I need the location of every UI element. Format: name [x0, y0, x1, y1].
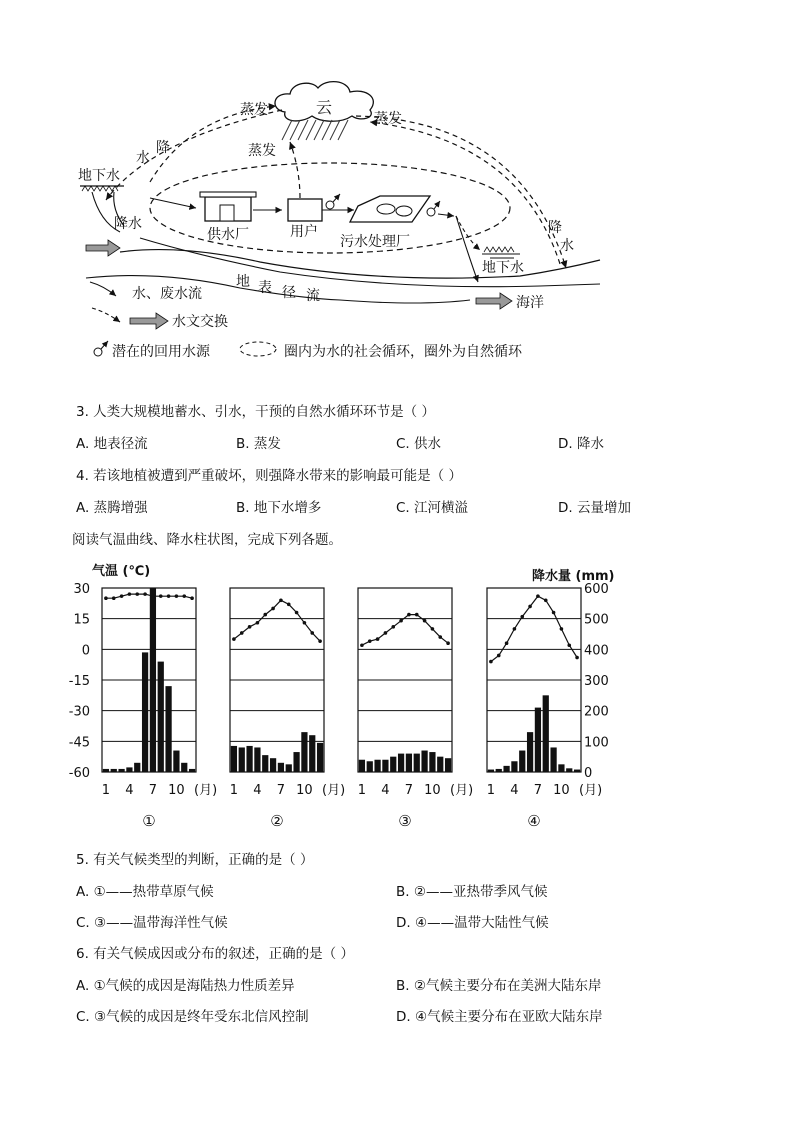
runoff-char-2: 表: [258, 280, 272, 296]
precipitation-bar: [286, 764, 292, 772]
temperature-point: [318, 639, 322, 643]
runoff-char-1: 地: [236, 274, 250, 290]
month-tick-label: 1: [229, 783, 239, 798]
sewage-plant-label: 污水处理厂: [340, 234, 410, 250]
precipitation-bar: [406, 754, 412, 772]
evap-right-label: 蒸发: [374, 111, 402, 127]
groundwater-right-label: 地下水: [482, 260, 524, 276]
precip-right-b-label: 水: [560, 238, 574, 254]
chart-intro: 阅读气温曲线、降水柱状图，完成下列各题。: [72, 532, 342, 548]
precip-tick-label: 600: [584, 582, 609, 597]
q5-option-c[interactable]: C. ③——温带海洋性气候: [76, 915, 228, 931]
q4-option-c[interactable]: C. 江河横溢: [396, 500, 469, 516]
cloud-label: 云: [316, 98, 333, 117]
water-plant-label: 供水厂: [207, 227, 249, 243]
q4-stem: 4. 若该地植被遭到严重破坏，则强降水带来的影响最可能是（ ）: [76, 468, 462, 484]
temperature-point: [513, 627, 517, 631]
chart-panel-label: ③: [398, 812, 412, 830]
user-label: 用户: [290, 224, 318, 240]
precipitation-bar: [231, 746, 237, 772]
precipitation-bar: [543, 695, 549, 772]
runoff-char-4: 流: [306, 288, 320, 304]
precip-tick-label: 0: [584, 766, 593, 781]
legend-dashed-arrow: [92, 308, 120, 322]
precip-left-label: 降水: [114, 216, 142, 232]
precipitation-bar: [142, 652, 148, 772]
rain-hatch: [282, 120, 348, 140]
temperature-point: [505, 641, 509, 645]
legend-source-label: 潜在的回用水源: [112, 344, 210, 360]
q4-option-a[interactable]: A. 蒸腾增强: [76, 500, 148, 516]
temperature-point: [256, 621, 260, 625]
precipitation-bar: [445, 758, 451, 772]
month-tick-label: 7: [276, 783, 286, 798]
q3-option-c[interactable]: C. 供水: [396, 436, 442, 452]
q6-option-b[interactable]: B. ②气候主要分布在美洲大陆东岸: [396, 978, 602, 994]
q6-stem: 6. 有关气候成因或分布的叙述，正确的是（ ）: [76, 946, 354, 962]
temperature-point: [489, 660, 493, 664]
runoff-char-3: 径: [282, 285, 296, 301]
precipitation-bar: [398, 754, 404, 772]
temperature-point: [368, 639, 372, 643]
precip-tick-label: 500: [584, 612, 609, 628]
temp-tick-label: -30: [68, 704, 90, 720]
precipitation-bar: [126, 767, 132, 772]
temperature-point: [415, 613, 419, 617]
precipitation-bar: [367, 761, 373, 772]
precipitation-bar: [317, 743, 323, 772]
temperature-point: [104, 596, 108, 600]
temperature-point: [279, 598, 283, 602]
precipitation-bar: [246, 746, 252, 772]
temp-tick-label: 0: [81, 643, 90, 659]
legend-circle-label: 圈内为水的社会循环，圈外为自然循环: [284, 344, 522, 360]
temperature-point: [182, 594, 186, 598]
precipitation-bar: [301, 732, 307, 772]
precipitation-bar: [414, 754, 420, 772]
q4-option-d[interactable]: D. 云量增加: [558, 500, 631, 516]
temperature-point: [575, 656, 579, 660]
temperature-point: [376, 637, 380, 641]
precip-axis-label: 降水量 (mm): [532, 569, 615, 584]
temperature-point: [407, 613, 411, 617]
month-tick-label: 1: [101, 783, 111, 798]
temperature-point: [567, 643, 571, 647]
precipitation-bar: [437, 757, 443, 772]
precipitation-bar: [421, 751, 427, 772]
precip-b-label: 降: [156, 140, 170, 156]
precipitation-bar: [309, 735, 315, 772]
temperature-point: [560, 627, 564, 631]
q3-stem: 3. 人类大规模地蓄水、引水，干预的自然水循环环节是（ ）: [76, 404, 435, 420]
q5-stem: 5. 有关气候类型的判断，正确的是（ ）: [76, 852, 314, 868]
precip-tick-label: 200: [584, 704, 609, 720]
temperature-point: [310, 631, 314, 635]
month-unit-label: (月): [194, 783, 218, 798]
legend-exchange-arrow: [130, 313, 168, 329]
precipitation-bar: [270, 758, 276, 772]
q6-option-d[interactable]: D. ④气候主要分布在亚欧大陆东岸: [396, 1009, 603, 1025]
temperature-point: [232, 637, 236, 641]
temperature-point: [438, 635, 442, 639]
temperature-point: [431, 627, 435, 631]
temperature-point: [143, 592, 147, 596]
q5-option-b[interactable]: B. ②——亚热带季风气候: [396, 884, 548, 900]
temperature-point: [167, 594, 171, 598]
precipitation-bar: [254, 747, 260, 772]
precipitation-bar: [527, 732, 533, 772]
q3-option-b[interactable]: B. 蒸发: [236, 436, 281, 452]
temperature-point: [528, 605, 532, 609]
chart-panel-label: ④: [527, 812, 541, 830]
month-unit-label: (月): [579, 783, 603, 798]
precipitation-bar: [158, 662, 164, 772]
temperature-point: [552, 611, 556, 615]
hydro-exchange-arrow-left: [86, 240, 120, 256]
q3-option-d[interactable]: D. 降水: [558, 436, 604, 452]
precipitation-bar: [558, 764, 564, 772]
month-tick-label: 4: [253, 783, 262, 798]
precipitation-bar: [173, 751, 179, 772]
precipitation-bar: [429, 752, 435, 772]
temp-tick-label: 15: [73, 612, 90, 628]
temperature-point: [151, 594, 155, 598]
precip-a-label: 水: [136, 150, 150, 166]
precipitation-bar: [496, 769, 502, 772]
hydro-exchange-arrow-ocean: [476, 293, 512, 309]
chart-panel-label: ②: [270, 812, 284, 830]
month-tick-label: 7: [533, 783, 543, 798]
temperature-point: [423, 619, 427, 623]
temp-tick-label: -60: [68, 766, 90, 781]
month-tick-label: 1: [357, 783, 367, 798]
precipitation-bar: [103, 769, 109, 772]
precipitation-bar: [374, 760, 380, 772]
q4-option-b[interactable]: B. 地下水增多: [236, 500, 322, 516]
precipitation-bar: [165, 686, 171, 772]
precipitation-bar: [239, 747, 245, 772]
q5-option-d[interactable]: D. ④——温带大陆性气候: [396, 915, 549, 931]
q6-option-a[interactable]: A. ①气候的成因是海陆热力性质差异: [76, 978, 295, 994]
legend-circle-icon: [240, 342, 276, 356]
precip-tick-label: 300: [584, 674, 609, 689]
precipitation-bar: [181, 763, 187, 772]
temperature-point: [287, 603, 291, 607]
temperature-point: [240, 631, 244, 635]
temperature-point: [248, 625, 252, 629]
temperature-point: [112, 596, 116, 600]
temperature-point: [544, 598, 548, 602]
month-tick-label: 7: [148, 783, 158, 798]
precipitation-bar: [574, 770, 580, 772]
temp-axis-label: 气温 (℃): [92, 564, 151, 579]
land-surface: [120, 250, 600, 279]
temperature-point: [446, 641, 450, 645]
climate-charts: [0, 555, 794, 835]
precipitation-bar: [118, 769, 124, 772]
precipitation-bar: [503, 766, 509, 772]
month-tick-label: 1: [486, 783, 496, 798]
legend-exchange-label: 水文交换: [172, 314, 228, 330]
precip-right-a-label: 降: [548, 220, 562, 236]
temperature-point: [135, 592, 139, 596]
precipitation-bar: [550, 747, 556, 772]
temperature-point: [128, 592, 132, 596]
evaporation-mid: [290, 142, 300, 198]
legend-flow-arrow: [90, 282, 116, 296]
month-tick-label: 7: [404, 783, 414, 798]
q5-option-a[interactable]: A. ①——热带草原气候: [76, 884, 214, 900]
precipitation-bar: [278, 763, 284, 772]
temperature-point: [295, 611, 299, 615]
month-tick-label: 4: [381, 783, 390, 798]
temperature-point: [271, 607, 275, 611]
temperature-point: [360, 643, 364, 647]
precipitation-bar: [293, 752, 299, 772]
month-tick-label: 10: [424, 783, 441, 798]
month-tick-label: 10: [553, 783, 570, 798]
temperature-point: [384, 631, 388, 635]
month-unit-label: (月): [450, 783, 474, 798]
precipitation-bar: [189, 769, 195, 772]
precipitation-bar: [150, 588, 156, 772]
q3-option-a[interactable]: A. 地表径流: [76, 436, 148, 452]
precipitation-bar: [382, 760, 388, 772]
precipitation-bar: [262, 755, 268, 772]
temp-tick-label: -15: [68, 674, 90, 689]
precipitation-bar: [535, 708, 541, 772]
evap-left-label: 蒸发: [240, 102, 268, 118]
temperature-point: [536, 594, 540, 598]
precipitation-bar: [519, 751, 525, 772]
temperature-point: [303, 621, 307, 625]
precip-tick-label: 100: [584, 735, 609, 751]
precipitation-bar: [390, 757, 396, 772]
temperature-point: [497, 654, 501, 658]
user-box: [288, 199, 322, 221]
water-cycle-diagram: [0, 60, 794, 380]
precipitation-bar: [511, 761, 517, 772]
month-tick-label: 4: [125, 783, 134, 798]
legend-flow-label: 水、废水流: [132, 286, 202, 302]
temp-tick-label: 30: [73, 582, 90, 597]
chart-panel-label: ①: [142, 812, 156, 830]
precipitation-bar: [111, 769, 117, 772]
evap-mid-label: 蒸发: [248, 143, 276, 159]
precipitation-bar: [359, 760, 365, 772]
q6-option-c[interactable]: C. ③气候的成因是终年受东北信风控制: [76, 1009, 309, 1025]
ocean-label: 海洋: [516, 295, 544, 311]
legend-source-icon: [94, 348, 102, 356]
precipitation-bar: [134, 763, 140, 772]
precipitation-bar: [566, 768, 572, 772]
month-unit-label: (月): [322, 783, 346, 798]
temperature-point: [520, 615, 524, 619]
precip-tick-label: 400: [584, 643, 609, 659]
temperature-point: [120, 594, 124, 598]
month-tick-label: 4: [510, 783, 519, 798]
month-tick-label: 10: [168, 783, 185, 798]
groundwater-left-label: 地下水: [78, 168, 120, 184]
temperature-point: [190, 596, 194, 600]
temp-tick-label: -45: [68, 735, 90, 751]
temperature-point: [175, 594, 179, 598]
temperature-point: [399, 619, 403, 623]
temperature-point: [263, 613, 267, 617]
month-tick-label: 10: [296, 783, 313, 798]
precipitation-bar: [488, 770, 494, 772]
temperature-point: [391, 625, 395, 629]
temperature-point: [159, 594, 163, 598]
